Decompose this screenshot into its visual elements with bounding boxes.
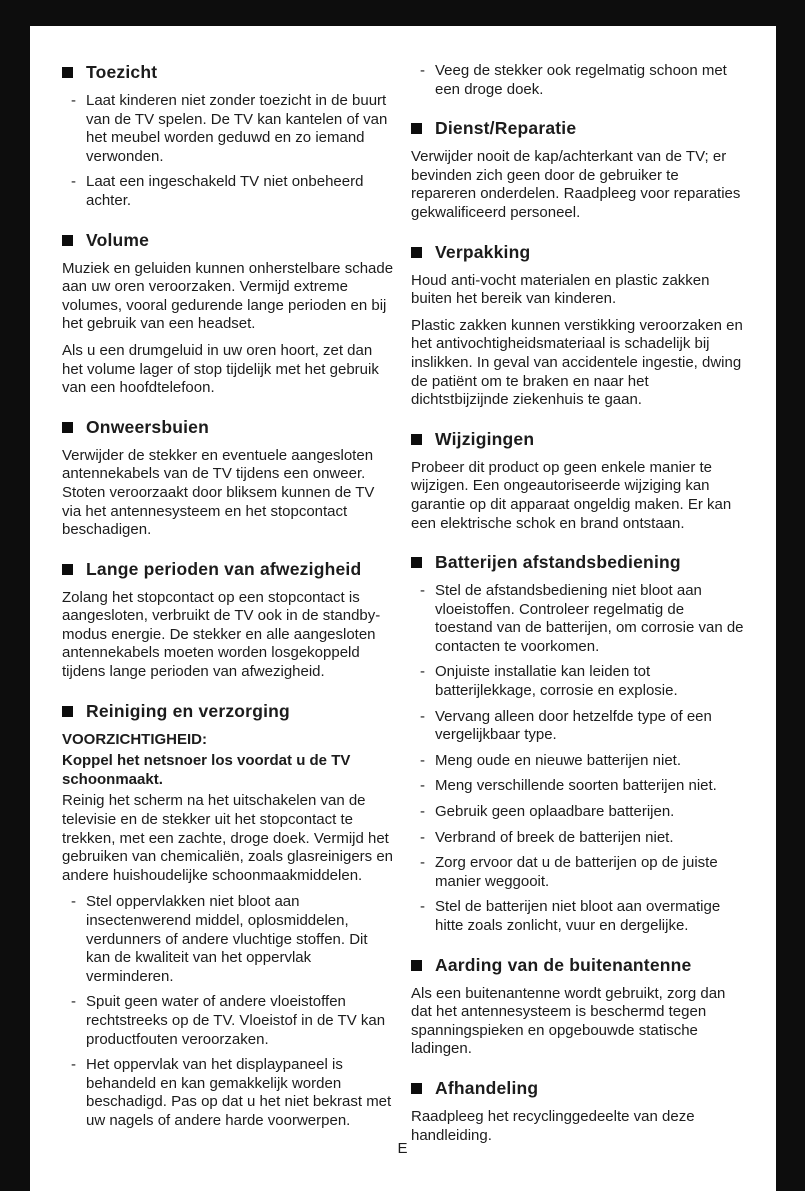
paragraph: Probeer dit product op geen enkele manier te wijzigen. Een ongeautoriseerde wijziging kan garantie op dit apparaat ongeldig maken. Er kan een elektrische schok en brand ontstaan. <box>411 458 732 532</box>
section <box>411 62 744 99</box>
paragraph: Raadpleeg het recyclinggedeelte van deze handleiding. <box>411 1107 695 1144</box>
list-item-text: Het oppervlak van het displaypaneel is behandeld en kan gemakkelijk worden beschadigd. Pas op dat u het niet bekrast met uw nagels of andere harde voorwerpen. <box>86 1056 392 1129</box>
section <box>62 559 395 682</box>
list-item <box>411 803 744 822</box>
dash-bullet: - <box>71 92 76 109</box>
list-item <box>411 777 744 796</box>
list-item-text: Vervang alleen door hetzelfde type of een vergelijkbaar type. <box>435 707 712 744</box>
section-title: Onweersbuien <box>86 416 209 437</box>
square-bullet-icon <box>62 235 73 246</box>
bold-paragraph: VOORZICHTIGHEID: <box>62 730 207 748</box>
list-item <box>411 62 744 99</box>
paragraph: Als u een drumgeluid in uw oren hoort, zet dan het volume lager of stop tijdelijk met het gebruik van een hoofdtelefoon. <box>62 341 379 397</box>
section-title: Wijzigingen <box>435 428 535 449</box>
list-item <box>62 993 395 1049</box>
section-heading <box>411 955 744 976</box>
paragraph: Plastic zakken kunnen verstikking veroorzaken en het antivochtigheidsmateriaal is schadelijk bij inslikken. In geval van accidentele ingestie, dwing de patiënt om te braken en naar het dichtstbijzijnde ziekenhuis te gaan. <box>411 316 743 409</box>
section-heading <box>411 552 744 573</box>
square-bullet-icon <box>411 247 422 258</box>
list-item-text: Gebruik geen oplaadbare batterijen. <box>435 803 675 821</box>
dash-bullet: - <box>420 777 425 795</box>
section-heading <box>62 62 395 83</box>
square-bullet-icon <box>411 1083 422 1094</box>
page-border-right <box>776 0 805 1191</box>
page-content <box>62 62 744 1153</box>
bold-paragraph: Koppel het netsnoer los voordat u de TV schoonmaakt. <box>62 752 351 788</box>
list-item <box>411 708 744 745</box>
section-title: Lange perioden van afwezigheid <box>86 558 362 579</box>
dash-bullet: - <box>420 854 425 872</box>
dash-bullet: - <box>420 62 425 79</box>
square-bullet-icon <box>62 706 73 717</box>
section-heading <box>411 118 744 139</box>
list-item <box>62 1056 395 1130</box>
section <box>411 429 744 533</box>
section-title: Volume <box>86 229 150 250</box>
dash-list <box>411 582 744 936</box>
dash-bullet: - <box>420 751 425 769</box>
list-item-text: Laat een ingeschakeld TV niet onbeheerd achter. <box>86 173 364 209</box>
list-item <box>411 829 744 848</box>
dash-bullet: - <box>420 803 425 821</box>
square-bullet-icon <box>411 557 422 568</box>
list-item-text: Meng verschillende soorten batterijen niet. <box>435 777 717 795</box>
list-item-text: Veeg de stekker ook regelmatig schoon met een droge doek. <box>435 62 727 98</box>
paragraph: Houd anti-vocht materialen en plastic zakken buiten het bereik van kinderen. <box>411 271 710 308</box>
section-title: Dienst/Reparatie <box>435 118 577 139</box>
square-bullet-icon <box>62 422 73 433</box>
list-item <box>62 173 395 210</box>
dash-list <box>62 92 395 211</box>
square-bullet-icon <box>62 564 73 575</box>
list-item-text: Laat kinderen niet zonder toezicht in de buurt van de TV spelen. De TV kan kantelen of van het meubel worden geduwd en zo iemand verwonden. <box>86 92 388 165</box>
section-title: Reiniging en verzorging <box>86 700 290 721</box>
paragraph: Verwijder nooit de kap/achterkant van de TV; er bevinden zich geen door de gebruiker te repareren onderdelen. Raadpleeg voor reparaties gekwalificeerd personeel. <box>411 148 741 221</box>
section-title: Afhandeling <box>435 1077 539 1098</box>
left-column <box>62 62 395 1153</box>
list-item-text: Onjuiste installatie kan leiden tot batterijlekkage, corrosie en explosie. <box>435 663 678 700</box>
section <box>62 230 395 398</box>
section-title: Toezicht <box>86 62 158 82</box>
section-title: Batterijen afstandsbediening <box>435 552 681 573</box>
paragraph: Als een buitenantenne wordt gebruikt, zorg dan dat het antennesysteem is beschermd tegen spanningspieken en opgebouwde statische ladingen. <box>411 984 726 1058</box>
list-item <box>62 893 395 986</box>
right-column <box>411 62 744 1153</box>
square-bullet-icon <box>62 67 73 78</box>
section-heading <box>62 417 395 438</box>
paragraph: Verwijder de stekker en eventuele aangesloten antennekabels van de TV tijdens een onweer. Stoten veroorzaakt door bliksem kunnen de TV via het antennesysteem en het stopcontact beschadigen. <box>62 446 375 539</box>
square-bullet-icon <box>411 123 422 134</box>
list-item <box>411 582 744 656</box>
list-item-text: Stel de afstandsbediening niet bloot aan vloeistoffen. Controleer regelmatig de toestand van de batterijen, om corrosie van de contacten te voorkomen. <box>435 582 744 655</box>
section-heading <box>62 701 395 722</box>
paragraph: Reinig het scherm na het uitschakelen van de televisie en de stekker uit het stopcontact te trekken, met een zachte, droge doek. Vermijd het gebruiken van chemicaliën, zoals glasreinigers en andere huishoudelijke schoonmaakmiddelen. <box>62 792 394 884</box>
list-item-text: Verbrand of breek de batterijen niet. <box>435 828 674 846</box>
page-border-left <box>0 0 30 1191</box>
section <box>411 955 744 1059</box>
list-item <box>411 663 744 700</box>
list-item-text: Zorg ervoor dat u de batterijen op de juiste manier weggooit. <box>435 854 718 890</box>
list-item-text: Meng oude en nieuwe batterijen niet. <box>435 751 682 769</box>
section-heading <box>411 429 744 450</box>
section-heading <box>411 242 744 263</box>
list-item-text: Spuit geen water of andere vloeistoffen rechtstreeks op de TV. Vloeistof in de TV kan productfouten veroorzaken. <box>86 993 386 1048</box>
list-item <box>411 898 744 935</box>
dash-list <box>62 893 395 1130</box>
section <box>62 701 395 1131</box>
dash-bullet: - <box>420 707 425 725</box>
section <box>62 62 395 211</box>
section-heading <box>411 1078 744 1099</box>
paragraph: Zolang het stopcontact op een stopcontact is aangesloten, verbruikt de TV ook in de standby-modus energie. De stekker en alle aangesloten antennekabels moeten worden losgekoppeld tijdens lange perioden van afwezigheid. <box>62 588 381 681</box>
section-heading <box>62 230 395 251</box>
dash-bullet: - <box>71 993 76 1011</box>
section-title: Verpakking <box>435 241 531 262</box>
square-bullet-icon <box>411 434 422 445</box>
dash-bullet: - <box>71 173 76 191</box>
page-number: E <box>397 1140 408 1157</box>
section <box>62 417 395 540</box>
list-item-text: Stel oppervlakken niet bloot aan insectenwerend middel, oplosmiddelen, verdunners of andere vluchtige stoffen. Dit kan de kwaliteit van het oppervlak verminderen. <box>86 893 368 985</box>
list-item <box>411 854 744 891</box>
dash-bullet: - <box>420 828 425 846</box>
list-item <box>411 752 744 771</box>
dash-bullet: - <box>420 898 425 916</box>
section <box>411 552 744 936</box>
dash-bullet: - <box>420 582 425 600</box>
section <box>411 118 744 222</box>
paragraph: Muziek en geluiden kunnen onherstelbare schade aan uw oren veroorzaken. Vermijd extreme volumes, vooral gedurende lange perioden en bij het gebruik van een headset. <box>62 259 394 333</box>
section-heading <box>62 559 395 580</box>
section-title: Aarding van de buitenantenne <box>435 954 692 975</box>
list-item-text: Stel de batterijen niet bloot aan overmatige hitte zoals zonlicht, vuur en dergelijke. <box>435 898 721 934</box>
dash-bullet: - <box>420 663 425 681</box>
page-border-top <box>0 0 805 26</box>
dash-bullet: - <box>71 1056 76 1074</box>
dash-list <box>411 62 744 99</box>
square-bullet-icon <box>411 960 422 971</box>
dash-bullet: - <box>71 893 76 911</box>
section <box>411 242 744 410</box>
list-item <box>62 92 395 166</box>
section <box>411 1078 744 1145</box>
